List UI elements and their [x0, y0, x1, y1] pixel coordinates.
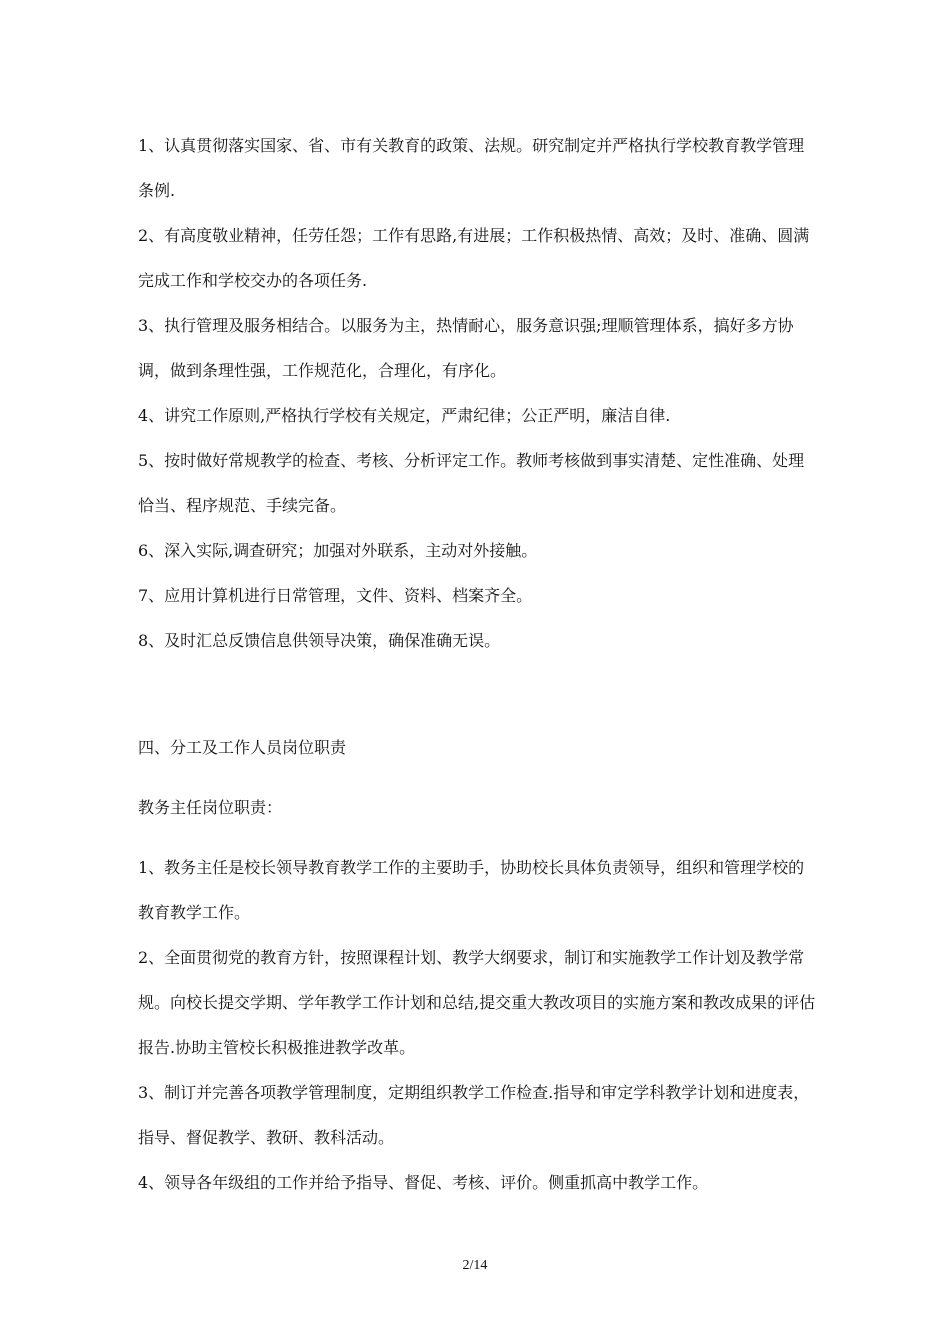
paragraph-1: 1、认真贯彻落实国家、省、市有关教育的政策、法规。研究制定并严格执行学校教育教学管理条例. — [138, 136, 805, 200]
paragraph-4: 4、讲究工作原则,严格执行学校有关规定，严肃纪律；公正严明，廉洁自律. — [138, 406, 671, 425]
duty-3: 3、制订并完善各项教学管理制度，定期组织教学工作检查.指导和审定学科教学计划和进度表，指导、督促教学、教研、教科活动。 — [138, 1083, 810, 1147]
paragraph-6: 6、深入实际,调查研究；加强对外联系，主动对外接触。 — [138, 541, 538, 560]
document-body — [138, 123, 816, 1205]
subheading: 教务主任岗位职责： — [138, 798, 283, 817]
duty-2: 2、全面贯彻党的教育方针，按照课程计划、教学大纲要求，制订和实施教学工作计划及教学常规。向校长提交学期、学年教学工作计划和总结,提交重大教改项目的实施方案和教改成果的评估报告.协助主管校长积极推进教学改革。 — [138, 948, 816, 1057]
duty-4: 4、领导各年级组的工作并给予指导、督促、考核、评价。侧重抓高中教学工作。 — [138, 1173, 709, 1192]
page-number: 2/14 — [462, 1258, 488, 1273]
paragraph-5: 5、按时做好常规教学的检查、考核、分析评定工作。教师考核做到事实清楚、定性准确、处理恰当、程序规范、手续完备。 — [138, 451, 805, 515]
section-spacer — [138, 663, 816, 725]
paragraph-2: 2、有高度敬业精神，任劳任怨；工作有思路,有进展；工作积极热情、高效；及时、准确、圆满完成工作和学校交办的各项任务. — [138, 226, 810, 290]
paragraph-7: 7、应用计算机进行日常管理，文件、资料、档案齐全。 — [138, 586, 533, 605]
duty-1: 1、教务主任是校长领导教育教学工作的主要助手，协助校长具体负责领导，组织和管理学校的教育教学工作。 — [138, 858, 805, 922]
paragraph-3: 3、执行管理及服务相结合。以服务为主，热情耐心，服务意识强;理顺管理体系，搞好多方协调，做到条理性强，工作规范化，合理化，有序化。 — [138, 316, 794, 380]
section-heading: 四、分工及工作人员岗位职责 — [138, 738, 347, 757]
paragraph-8: 8、及时汇总反馈信息供领导决策，确保准确无误。 — [138, 631, 501, 650]
subheading-spacer — [138, 830, 816, 845]
heading-spacer — [138, 770, 816, 785]
